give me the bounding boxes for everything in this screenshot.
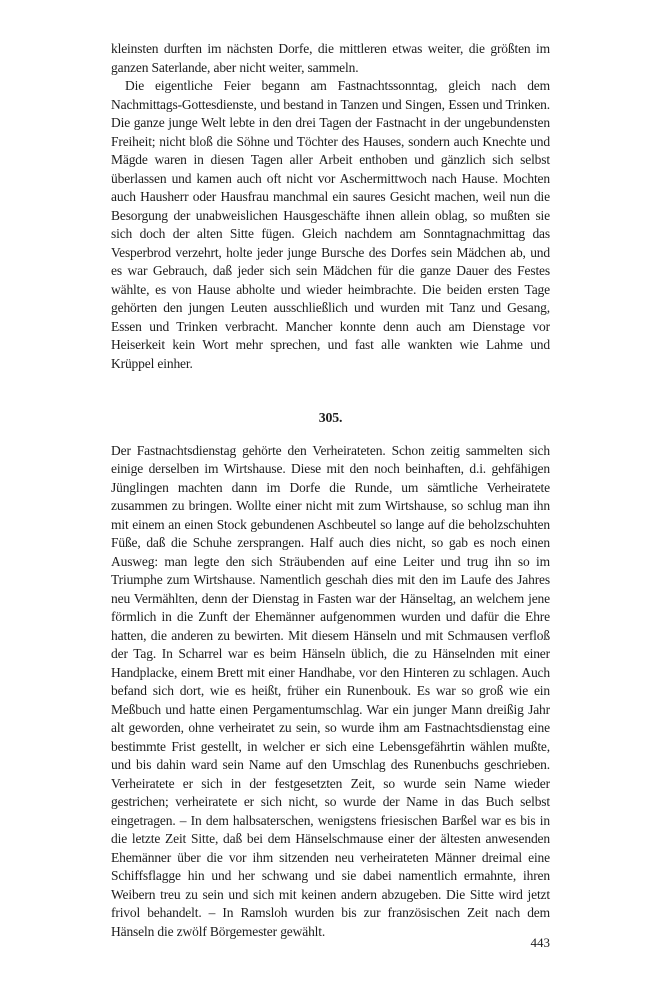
paragraph-fastnacht-feier: Die eigentliche Feier begann am Fastnachtssonntag, gleich nach dem Nachmittags-Gottesdienste, und bestand in Tanzen und Singen, Essen und Trinken. Die ganze junge Welt lebte in den drei Tagen der Fastnacht in der ungebundensten Freiheit; nicht bloß die Söhne und Töchter des Hauses, sondern auch Knechte und Mägde waren in diesen Tagen aller Arbeit enthoben und gänzlich sich selbst überlassen und kamen auch oft nicht vor Aschermittwoch nach Hause. Mochten auch Hausherr oder Hausfrau manchmal ein saures Gesicht machen, weil nun die Besorgung der unabweislichen Hausgeschäfte ihnen allein oblag, so mußten sie sich doch der alten Sitte fügen. Gleich nachdem am Sonntagnachmittag das Vesperbrod verzehrt, holte jeder junge Bursche des Dorfes sein Mädchen ab, und es war Gebrauch, daß jeder sich sein Mädchen für die ganze Dauer des Festes wählte, es von Hause abholte und wieder heimbrachte. Die beiden ersten Tage gehörten den jungen Leuten ausschließlich und wurden mit Tanz und Gesang, Essen und Trinken verbracht. Mancher konnte denn auch am Dienstage vor Heiserkeit kein Wort mehr sprechen, und fast alle wankten wie Lahme und Krüppel einher. [111,78,550,371]
paragraph-continuation: kleinsten durften im nächsten Dorfe, die mittleren etwas weiter, die größten im ganzen Saterlande, aber nicht weiter, sammeln. [111,41,550,75]
paragraph-section-305: Der Fastnachtsdienstag gehörte den Verheirateten. Schon zeitig sammelten sich einige derselben im Wirtshause. Diese mit den noch beinhaften, d.i. gehfähigen Jünglingen machten dann im Dorfe die Runde, um sämtliche Verheiratete zusammen zu bringen. Wollte einer nicht mit zum Wirtshause, so schlug man ihn mit einem an einen Stock gebundenen Aschbeutel so lange auf die beholzschuhten Füße, daß die Schuhe zersprangen. Half auch dies nicht, so gab es noch einen Ausweg: man legte den sich Sträubenden auf eine Leiter und trug ihn so im Triumphe zum Wirtshause. Namentlich geschah dies mit den im Laufe des Jahres neu Vermählten, denn der Dienstag in Fasten war der Hänseltag, an welchem jene förmlich in die Zunft der Ehemänner aufgenommen wurden und dafür die Ehre hatten, die anderen zu bewirten. Mit diesem Hänseln und mit Schmausen verfloß der Tag. In Scharrel war es beim Hänseln üblich, die zu Hänselnden mit einer Handplacke, einem Brett mit einer Handhabe, vor den Hinteren zu schlagen. Auch befand sich dort, wie es heißt, früher ein Runenbouk. Es war so groß wie ein Meßbuch und hatte einen Pergamentumschlag. War ein junger Mann dreißig Jahr alt geworden, ohne verheiratet zu sein, so wurde ihm am Fastnachtsdienstag eine bestimmte Frist gestellt, in welcher er sich eine Lebensgefährtin wählen mußte, und bis dahin ward sein Name auf den Umschlag des Runenbuchs geschrieben. Verheiratete er sich in der festgesetzten Zeit, so wurde sein Name wieder gestrichen; verheiratete er sich nicht, so wurde der Name in das Buch selbst eingetragen. – In dem halbsaterschen, wenigstens friesischen Barßel war es bis in die letzte Zeit Sitte, daß bei dem Hänselschmause einer der ältesten anwesenden Ehemänner über die vor ihm sitzenden neu verheirateten Männer dreimal eine Schiffsflagge hin und her schwang und sie dabei namentlich ermahnte, ihren Weibern treu zu sein und sich mit keinen andern abzugeben. Die Sitte wird jetzt frivol behandelt. – In Ramsloh wurden bis zur französischen Zeit nach dem Hänseln die zwölf Börgemester gewählt. [111,442,550,939]
page-number: 443 [530,934,550,950]
section-number-heading: 305. [318,410,343,425]
